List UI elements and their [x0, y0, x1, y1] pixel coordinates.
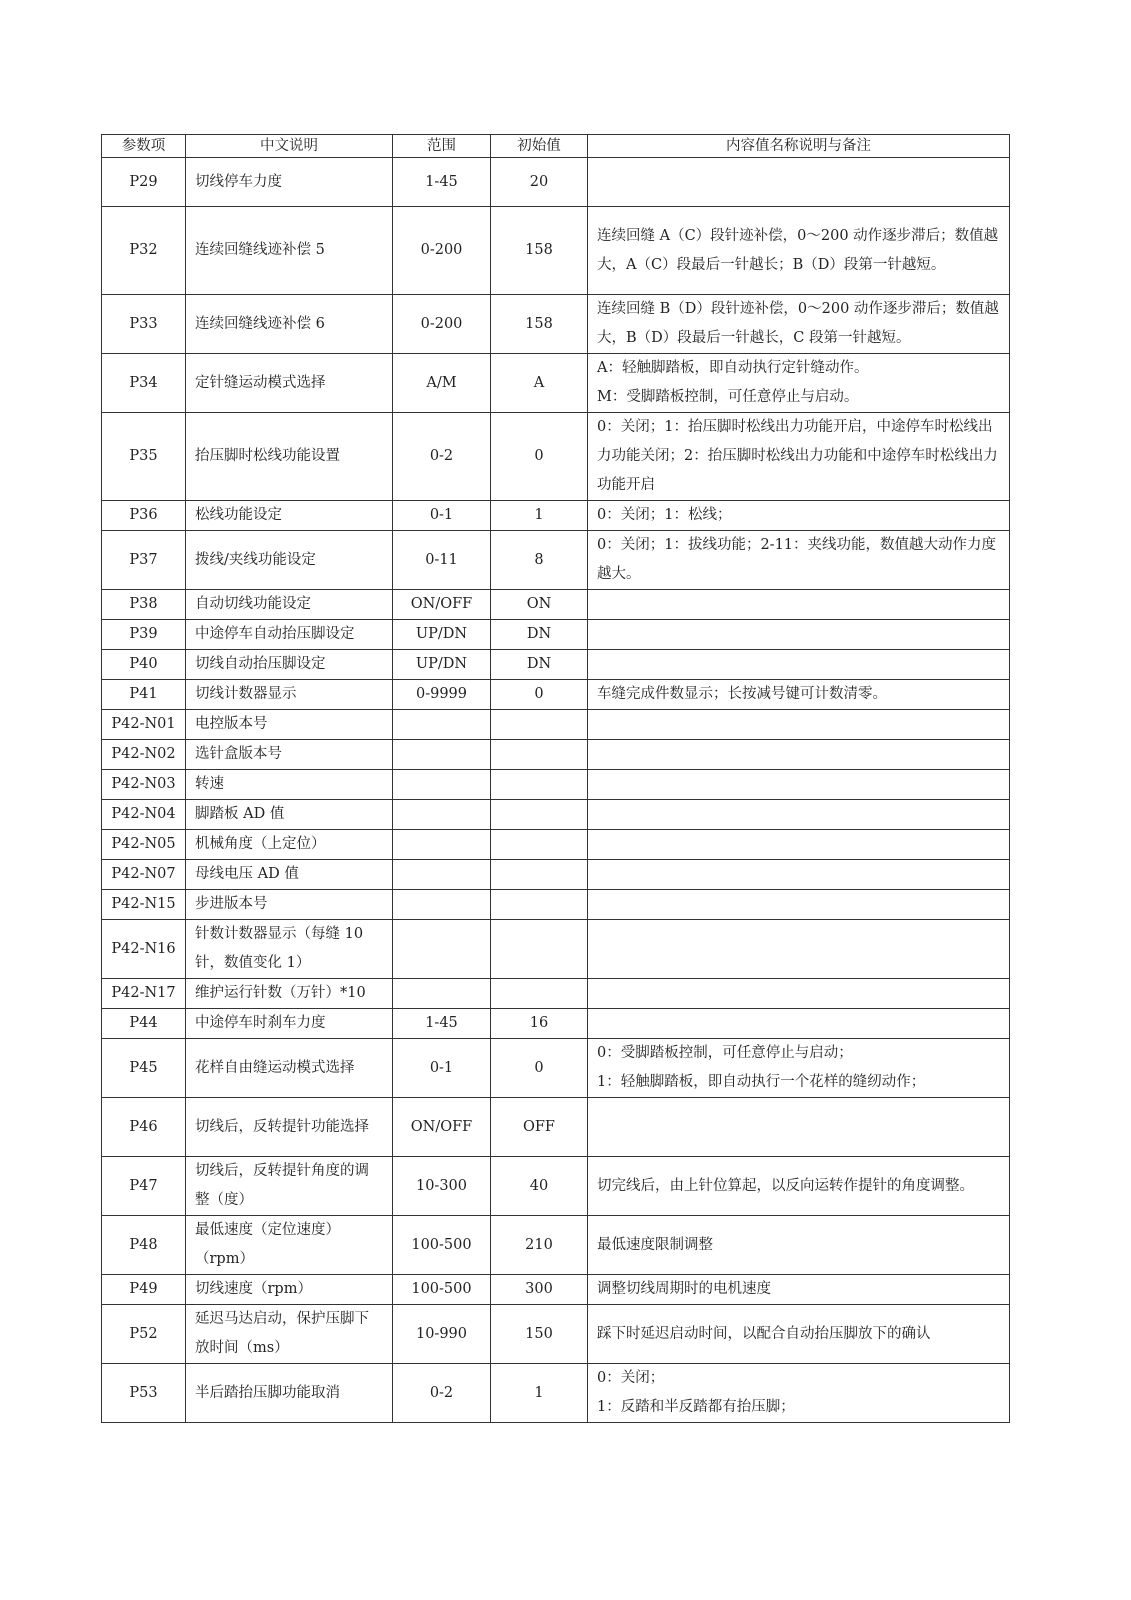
param-range — [393, 920, 491, 979]
param-notes — [588, 800, 1010, 830]
param-code: P42-N16 — [102, 920, 186, 979]
param-notes — [588, 1364, 1010, 1423]
param-default: A — [491, 354, 588, 413]
param-notes — [588, 1275, 1010, 1305]
note-line: 车缝完成件数显示；长按减号键可计数清零。 — [597, 686, 887, 702]
param-range: ON/OFF — [393, 590, 491, 620]
table-body — [102, 158, 1010, 1423]
param-range: UP/DN — [393, 620, 491, 650]
param-description: 中途停车自动抬压脚设定 — [186, 620, 393, 650]
param-default: 40 — [491, 1157, 588, 1216]
table-row — [102, 860, 1010, 890]
param-range: 1-45 — [393, 1009, 491, 1039]
table-row — [102, 1039, 1010, 1098]
param-range — [393, 830, 491, 860]
param-code: P42-N05 — [102, 830, 186, 860]
param-default: 1 — [491, 501, 588, 531]
param-code: P42-N07 — [102, 860, 186, 890]
param-default — [491, 800, 588, 830]
param-code: P41 — [102, 680, 186, 710]
table-row — [102, 770, 1010, 800]
table-row — [102, 650, 1010, 680]
param-notes — [588, 1157, 1010, 1216]
table-row — [102, 710, 1010, 740]
param-default: 300 — [491, 1275, 588, 1305]
header-default: 初始值 — [491, 135, 588, 158]
param-code: P40 — [102, 650, 186, 680]
param-description: 拨线/夹线功能设定 — [186, 531, 393, 590]
param-default: DN — [491, 650, 588, 680]
param-notes — [588, 295, 1010, 354]
table-row — [102, 1216, 1010, 1275]
param-default: OFF — [491, 1098, 588, 1157]
param-notes — [588, 740, 1010, 770]
table-row — [102, 501, 1010, 531]
table-row — [102, 295, 1010, 354]
param-default: 158 — [491, 207, 588, 295]
table-row — [102, 354, 1010, 413]
param-range: 0-11 — [393, 531, 491, 590]
note-line: 0：关闭；1：拔线功能；2-11：夹线功能，数值越大动作力度越大。 — [597, 537, 997, 582]
param-range: 100-500 — [393, 1216, 491, 1275]
param-range: 0-1 — [393, 1039, 491, 1098]
param-description: 最低速度（定位速度）（rpm） — [186, 1216, 393, 1275]
table-row — [102, 800, 1010, 830]
param-notes — [588, 590, 1010, 620]
param-default — [491, 920, 588, 979]
note-line: 最低速度限制调整 — [597, 1236, 713, 1253]
param-description: 连续回缝线迹补偿 5 — [186, 207, 393, 295]
param-description: 步进版本号 — [186, 890, 393, 920]
param-code: P44 — [102, 1009, 186, 1039]
note-line: 切完线后，由上针位算起，以反向运转作提针的角度调整。 — [597, 1177, 974, 1194]
param-notes — [588, 1098, 1010, 1157]
note-line: 1：轻触脚踏板，即自动执行一个花样的缝纫动作； — [597, 1074, 926, 1090]
param-code: P29 — [102, 158, 186, 207]
param-range: A/M — [393, 354, 491, 413]
param-default — [491, 860, 588, 890]
param-code: P38 — [102, 590, 186, 620]
note-line: 0：受脚踏板控制，可任意停止与启动； — [597, 1045, 853, 1061]
param-default — [491, 770, 588, 800]
header-notes: 内容值名称说明与备注 — [588, 135, 1010, 158]
param-notes — [588, 830, 1010, 860]
param-notes — [588, 979, 1010, 1009]
param-notes — [588, 1305, 1010, 1364]
param-code: P42-N15 — [102, 890, 186, 920]
table-row — [102, 158, 1010, 207]
param-code: P47 — [102, 1157, 186, 1216]
param-description: 转速 — [186, 770, 393, 800]
param-description: 维护运行针数（万针）*10 — [186, 979, 393, 1009]
param-description: 中途停车时刹车力度 — [186, 1009, 393, 1039]
param-notes — [588, 680, 1010, 710]
param-description: 抬压脚时松线功能设置 — [186, 413, 393, 501]
param-notes — [588, 890, 1010, 920]
param-default — [491, 830, 588, 860]
param-description: 机械角度（上定位） — [186, 830, 393, 860]
param-description: 花样自由缝运动模式选择 — [186, 1039, 393, 1098]
param-description: 切线自动抬压脚设定 — [186, 650, 393, 680]
param-notes — [588, 413, 1010, 501]
param-range: 10-990 — [393, 1305, 491, 1364]
param-notes — [588, 650, 1010, 680]
param-range: 0-2 — [393, 1364, 491, 1423]
param-code: P39 — [102, 620, 186, 650]
param-code: P32 — [102, 207, 186, 295]
param-default: 0 — [491, 680, 588, 710]
param-range: UP/DN — [393, 650, 491, 680]
param-range — [393, 800, 491, 830]
param-default: 158 — [491, 295, 588, 354]
table-row — [102, 1157, 1010, 1216]
parameter-table — [101, 134, 1010, 1423]
param-code: P42-N17 — [102, 979, 186, 1009]
param-code: P45 — [102, 1039, 186, 1098]
param-default: DN — [491, 620, 588, 650]
param-notes — [588, 501, 1010, 531]
param-notes — [588, 1216, 1010, 1275]
param-description: 切线后，反转提针功能选择 — [186, 1098, 393, 1157]
table-row — [102, 590, 1010, 620]
param-range: 100-500 — [393, 1275, 491, 1305]
param-default: 0 — [491, 413, 588, 501]
param-code: P33 — [102, 295, 186, 354]
param-code: P34 — [102, 354, 186, 413]
table-row — [102, 1305, 1010, 1364]
param-default: 8 — [491, 531, 588, 590]
param-notes — [588, 158, 1010, 207]
table-row — [102, 1275, 1010, 1305]
note-line: 0：关闭；1：松线； — [597, 507, 732, 523]
param-code: P42-N04 — [102, 800, 186, 830]
param-range: 10-300 — [393, 1157, 491, 1216]
note-line: M：受脚踏板控制，可任意停止与启动。 — [597, 389, 859, 405]
table-row — [102, 740, 1010, 770]
param-description: 定针缝运动模式选择 — [186, 354, 393, 413]
table-row — [102, 207, 1010, 295]
table-row — [102, 979, 1010, 1009]
param-code: P35 — [102, 413, 186, 501]
param-code: P42-N03 — [102, 770, 186, 800]
param-description: 针数计数器显示（每缝 10 针，数值变化 1） — [186, 920, 393, 979]
header-range: 范围 — [393, 135, 491, 158]
param-description: 切线计数器显示 — [186, 680, 393, 710]
param-description: 半后踏抬压脚功能取消 — [186, 1364, 393, 1423]
note-line: 1：反踏和半反踏都有抬压脚； — [597, 1399, 795, 1415]
param-default: ON — [491, 590, 588, 620]
param-default — [491, 890, 588, 920]
param-default — [491, 710, 588, 740]
param-code: P53 — [102, 1364, 186, 1423]
param-default — [491, 740, 588, 770]
param-notes — [588, 920, 1010, 979]
param-notes — [588, 531, 1010, 590]
param-notes — [588, 354, 1010, 413]
param-code: P46 — [102, 1098, 186, 1157]
param-range: 0-1 — [393, 501, 491, 531]
param-code: P36 — [102, 501, 186, 531]
header-param: 参数项 — [102, 135, 186, 158]
table-row — [102, 1009, 1010, 1039]
param-description: 电控版本号 — [186, 710, 393, 740]
param-description: 连续回缝线迹补偿 6 — [186, 295, 393, 354]
note-line: 0：关闭； — [597, 1370, 665, 1386]
table-row — [102, 620, 1010, 650]
param-range: 0-200 — [393, 207, 491, 295]
param-range — [393, 740, 491, 770]
param-default: 16 — [491, 1009, 588, 1039]
param-range — [393, 890, 491, 920]
param-range: 0-200 — [393, 295, 491, 354]
param-description: 切线后，反转提针角度的调整（度） — [186, 1157, 393, 1216]
param-range: ON/OFF — [393, 1098, 491, 1157]
param-description: 选针盒版本号 — [186, 740, 393, 770]
param-code: P52 — [102, 1305, 186, 1364]
param-description: 自动切线功能设定 — [186, 590, 393, 620]
param-description: 切线停车力度 — [186, 158, 393, 207]
param-code: P48 — [102, 1216, 186, 1275]
table-row — [102, 830, 1010, 860]
param-range — [393, 710, 491, 740]
table-row — [102, 920, 1010, 979]
table-row — [102, 531, 1010, 590]
param-default: 1 — [491, 1364, 588, 1423]
param-notes — [588, 207, 1010, 295]
note-line: 连续回缝 B（D）段针迹补偿，0～200 动作逐步滞后；数值越大，B（D）段最后一针越长，C 段第一针越短。 — [597, 301, 999, 346]
note-line: A：轻触脚踏板，即自动执行定针缝动作。 — [597, 360, 869, 376]
param-notes — [588, 620, 1010, 650]
param-code: P42-N01 — [102, 710, 186, 740]
param-range — [393, 770, 491, 800]
param-notes — [588, 1009, 1010, 1039]
param-notes — [588, 710, 1010, 740]
param-notes — [588, 770, 1010, 800]
table-row — [102, 890, 1010, 920]
param-description: 切线速度（rpm） — [186, 1275, 393, 1305]
param-default: 20 — [491, 158, 588, 207]
param-notes — [588, 1039, 1010, 1098]
param-description: 延迟马达启动，保护压脚下放时间（ms） — [186, 1305, 393, 1364]
param-code: P37 — [102, 531, 186, 590]
param-code: P49 — [102, 1275, 186, 1305]
note-line: 0：关闭；1：抬压脚时松线出力功能开启，中途停车时松线出力功能关闭；2：抬压脚时松线出力功能和中途停车时松线出力功能开启 — [597, 419, 998, 493]
table-row — [102, 413, 1010, 501]
header-description: 中文说明 — [186, 135, 393, 158]
note-line: 连续回缝 A（C）段针迹补偿，0～200 动作逐步滞后；数值越大，A（C）段最后一针越长；B（D）段第一针越短。 — [597, 227, 999, 273]
param-range — [393, 860, 491, 890]
param-code: P42-N02 — [102, 740, 186, 770]
param-description: 母线电压 AD 值 — [186, 860, 393, 890]
param-default: 150 — [491, 1305, 588, 1364]
note-line: 调整切线周期时的电机速度 — [597, 1281, 771, 1297]
param-description: 脚踏板 AD 值 — [186, 800, 393, 830]
param-default: 210 — [491, 1216, 588, 1275]
param-default — [491, 979, 588, 1009]
param-description: 松线功能设定 — [186, 501, 393, 531]
param-default: 0 — [491, 1039, 588, 1098]
table-row — [102, 1098, 1010, 1157]
param-range — [393, 979, 491, 1009]
param-notes — [588, 860, 1010, 890]
param-range: 0-2 — [393, 413, 491, 501]
table-row — [102, 1364, 1010, 1423]
param-range: 0-9999 — [393, 680, 491, 710]
table-row — [102, 680, 1010, 710]
header-row — [102, 135, 1010, 158]
param-range: 1-45 — [393, 158, 491, 207]
note-line: 踩下时延迟启动时间，以配合自动抬压脚放下的确认 — [597, 1325, 931, 1342]
